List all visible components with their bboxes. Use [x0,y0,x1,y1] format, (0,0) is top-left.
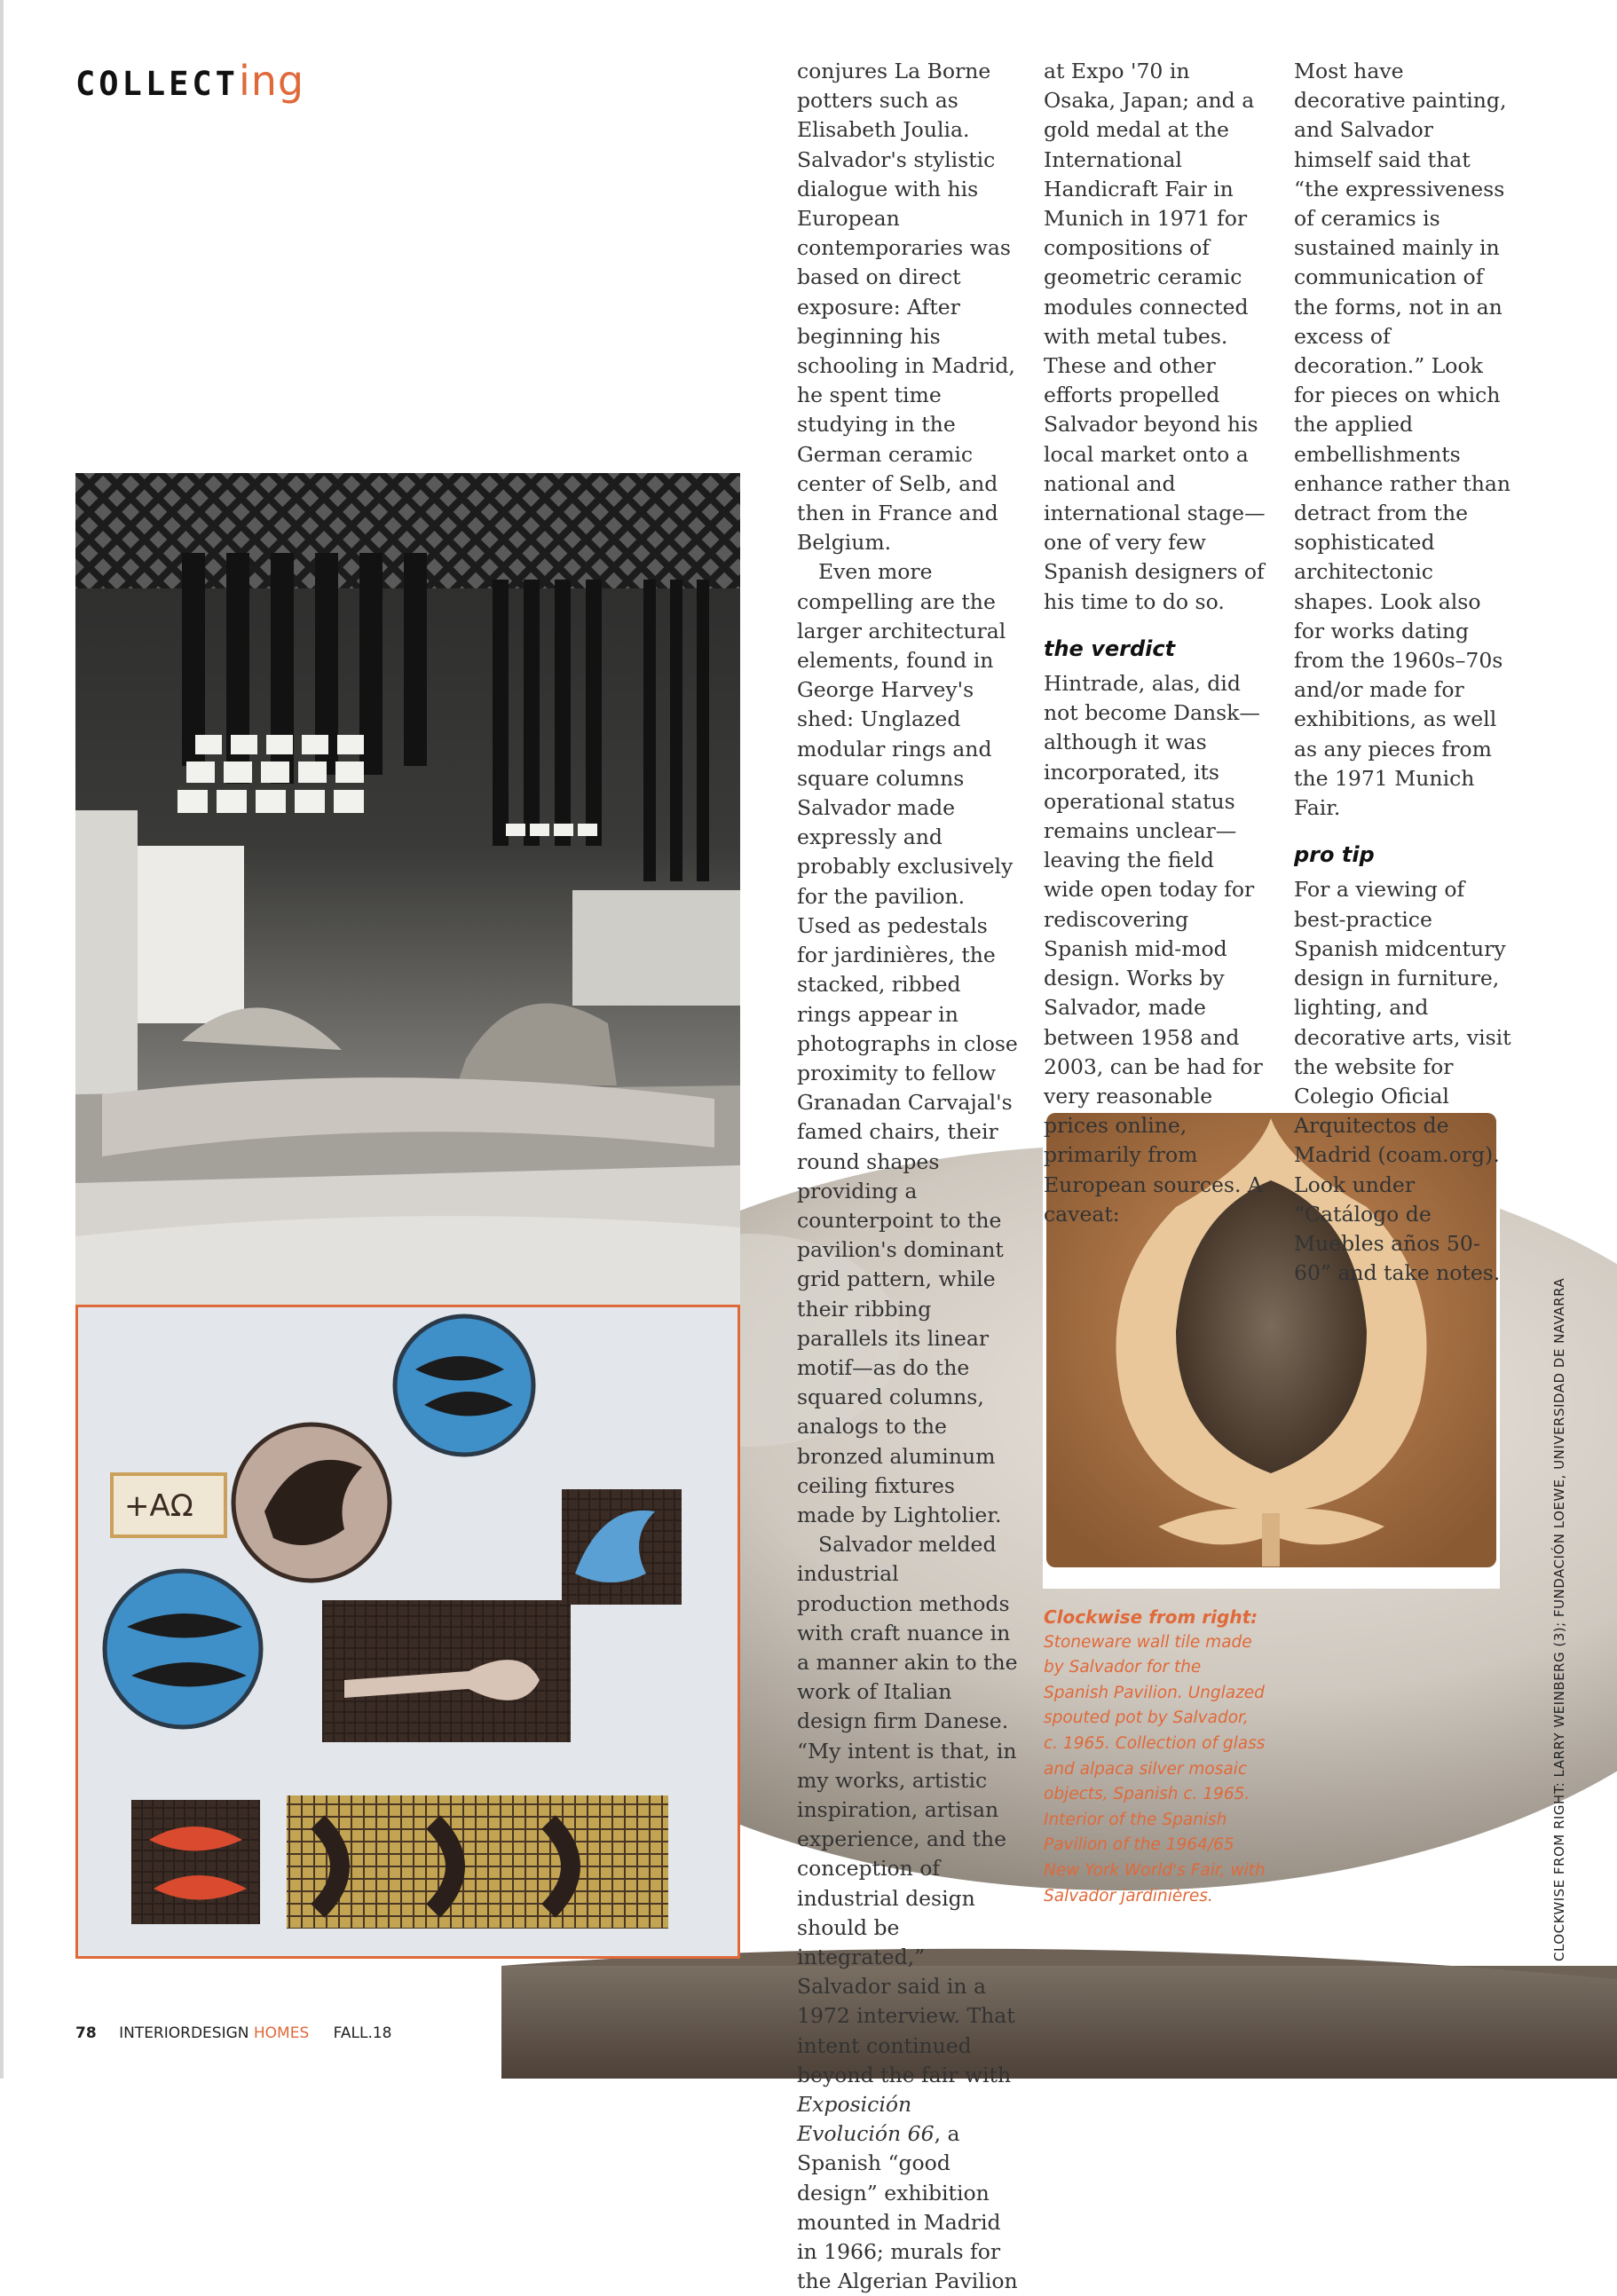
footer-brand: INTERIORDESIGN [119,2024,249,2042]
body-column-2 [1044,57,1266,1229]
footer-brand-highlight: HOMES [253,2024,310,2042]
caption-lead: Clockwise from right: [1044,1606,1258,1628]
page-edge-strip [0,0,4,2079]
page-number: 78 [75,2024,97,2042]
paragraph: Most have decorative painting, and Salvador himself said that “the expressiveness of ceramics is sustained mainly in communication of the forms, not in an excess of decoration.” Look for pieces on which the applied embellishments enhance rather than detract from the sophisticated architectonic shapes. Look also for works dating from the 1960s–70s and/or made for exhibitions, as well as any pieces from the 1971 Munich Fair. [1294,59,1511,821]
paragraph: at Expo '70 in Osaka, Japan; and a gold medal at the International Handicraft Fair in Munich in 1971 for compositions of geometric ceramic modules connected with metal tubes. These and other efforts propelled Salvador beyond his local market onto a national and international stage—one of very few Spanish designers of his time to do so. [1044,59,1266,614]
section-header-suffix: ing [238,57,305,105]
photo-credit: CLOCKWISE FROM RIGHT: LARRY WEINBERG (3); FUNDACIÓN LOEWE, UNIVERSIDAD DE NAVARRA [1551,1277,1567,1961]
subhead-verdict: the verdict [1044,635,1176,661]
section-header [75,57,304,105]
paragraph: Even more compelling are the larger architectural elements, found in George Harvey's shed: Unglazed modular rings and square columns Salvador made expressly and probably exclusively for the pavilion. Used as pedestals for jardinières, the stacked, ribbed rings appear in photographs in close proximity to fellow Granadan Carvajal's famed chairs, their round shapes providing a counterpoint to the pavilion's dominant grid pattern, while their ribbing parallels its linear motif—as do the squared columns, analogs to the bronzed aluminum ceiling fixtures made by Lightolier. [797,559,1018,1527]
caption-body: Stoneware wall tile made by Salvador for the Spanish Pavilion. Unglazed spouted pot by Salvador, c. 1965. Collection of glass and alpaca silver mosaic objects, Spanish c. 1965. Interior of the Spanish Pavilion of the 1964/65 New York World's Fair, with Salvador jardinières. [1044,1632,1266,1905]
page-footer [75,2024,392,2042]
footer-issue: FALL.18 [333,2024,392,2042]
pavilion-interior-photo [75,473,740,1305]
subhead-pro-tip: pro tip [1294,842,1375,868]
mosaic-objects-photo [75,1305,740,1959]
paragraph: For a viewing of best-practice Spanish midcentury design in furniture, lighting, and decorative arts, visit the website for Colegio Oficial Arquitectos de Madrid (coam.org). Look under “Catálogo de Muebles años 50-60” and take notes. [1294,877,1511,1286]
svg-text:+AΩ: +AΩ [124,1488,193,1524]
paragraph: conjures La Borne potters such as Elisabeth Joulia. Salvador's stylistic dialogue with his European contemporaries was based on direct exposure: After beginning his schooling in Madrid, he spent time studying in the German ceramic center of Selb, and then in France and Belgium. [797,59,1015,556]
photo-caption [1044,1605,1266,1909]
paragraph: Salvador melded industrial production methods with craft nuance in a manner akin to the work of Italian design firm Danese. “My intent is that, in my works, artistic inspiration, artisan experience, and the conception of industrial design should be integrated,” Salvador said in a 1972 interview. That intent continued beyond the fair with Exposición Evolución 66, a Spanish “good design” exhibition mounted in Madrid in 1966; murals for the Algerian Pavilion [797,1532,1018,2294]
body-column-3 [1294,57,1516,1288]
paragraph: Hintrade, alas, did not become Dansk—although it was incorporated, its operational status remains unclear—leaving the field wide open today for rediscovering Spanish mid-mod design. Works by Salvador, made between 1958 and 2003, can be had for very reasonable prices online, primarily from European sources. A caveat: [1044,671,1263,1227]
section-header-prefix: COLLECT [75,65,239,103]
body-column-1 [797,57,1019,2296]
